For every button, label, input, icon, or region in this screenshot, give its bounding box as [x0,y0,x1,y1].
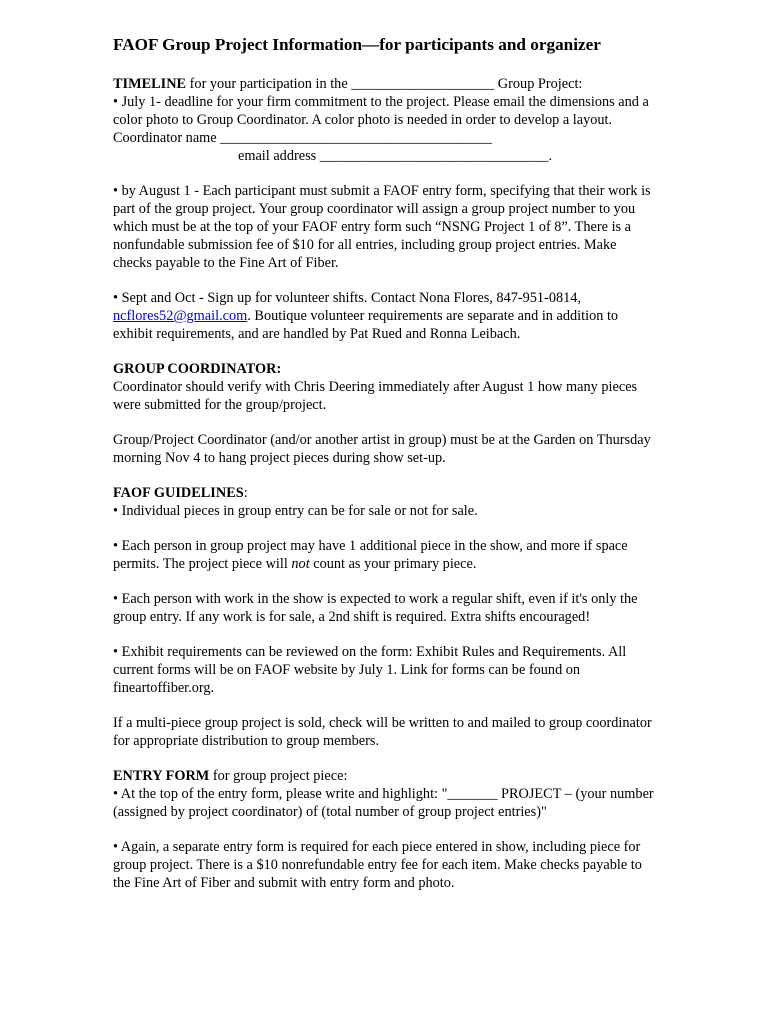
guideline-4: • Exhibit requirements can be reviewed on the form: Exhibit Rules and Requirements. All current forms will be on FAOF website by July 1. Link for forms can be found on fineartoffiber.org. [113,644,627,696]
coordinator-name-blank: ______________________________________ [220,130,492,146]
email-period: . [548,148,553,164]
sept-text-a: • Sept and Oct - Sign up for volunteer shifts. Contact Nona Flores, 847-951-0814, [113,290,581,306]
entry-item-1: • At the top of the entry form, please write and highlight: "_______ PROJECT – (your number (assigned by project coordinator) of (total number of group project entries)" [113,786,654,820]
guideline-2-b: count as your primary piece. [309,556,477,572]
guidelines-heading: FAOF GUIDELINES [113,485,244,501]
guidelines-paragraph [113,484,658,520]
entry-paragraph [113,767,658,821]
volunteer-email-link[interactable]: ncflores52@gmail.com [113,308,248,324]
guideline-5: If a multi-piece group project is sold, check will be written to and mailed to group coordinator for appropriate distribution to group members. [113,715,652,749]
email-address-label: email address [238,148,320,164]
timeline-intro-a: for your participation in the [186,76,352,92]
entry-item-2: • Again, a separate entry form is required for each piece entered in show, including piece for group project. There is a $10 nonrefundable entry fee for each item. Make checks payable to the Fine Art of Fiber and submit with entry form and photo. [113,839,642,891]
guideline-1: • Individual pieces in group entry can be for sale or not for sale. [113,503,478,519]
timeline-heading: TIMELINE [113,76,187,92]
page-title: FAOF Group Project Information—for participants and organizer [113,35,601,54]
project-name-blank: ____________________ [351,76,495,92]
guidelines-colon: : [243,485,248,501]
guideline-2 [113,537,658,573]
document-page [113,34,658,909]
email-address-blank: ________________________________ [319,148,549,164]
guideline-2-a: • Each person in group project may have 1 additional piece in the show, and more if space permits. The project piece will [113,538,628,572]
timeline-august-paragraph: • by August 1 - Each participant must submit a FAOF entry form, specifying that their work is part of the group project. Your group coordinator will assign a group project number to you which must be at the top of your FAOF entry form such “NSNG Project 1 of 8”. There is a nonfundable submission fee of $10 for all entries, including group project entries. Make checks payable to the Fine Art of Fiber. [113,183,651,271]
guideline-2-emphasis: not [291,556,310,572]
coordinator-paragraph [113,360,658,414]
sept-text-b: . Boutique volunteer requirements are separate and in addition to exhibit requirements, and are handled by Pat Rued and Ronna Leibach. [113,308,619,342]
entry-heading: ENTRY FORM [113,768,210,784]
timeline-sept-paragraph [113,289,658,343]
timeline-july-paragraph [113,75,658,165]
july-text: • July 1- deadline for your firm commitment to the project. Please email the dimensions and a color photo to Group Coordinator. A color photo is needed in order to develop a layout. Coordinator name [113,94,649,146]
entry-intro: for group project piece: [209,768,348,784]
guideline-3: • Each person with work in the show is expected to work a regular shift, even if it's only the group entry. If any work is for sale, a 2nd shift is required. Extra shifts encouraged! [113,591,638,625]
coordinator-heading: GROUP COORDINATOR: [113,361,282,377]
timeline-intro-b: Group Project: [494,76,583,92]
coordinator-text-2: Group/Project Coordinator (and/or another artist in group) must be at the Garden on Thursday morning Nov 4 to hang project pieces during show set-up. [113,432,651,466]
coordinator-text-1: Coordinator should verify with Chris Deering immediately after August 1 how many pieces were submitted for the group/project. [113,379,638,413]
